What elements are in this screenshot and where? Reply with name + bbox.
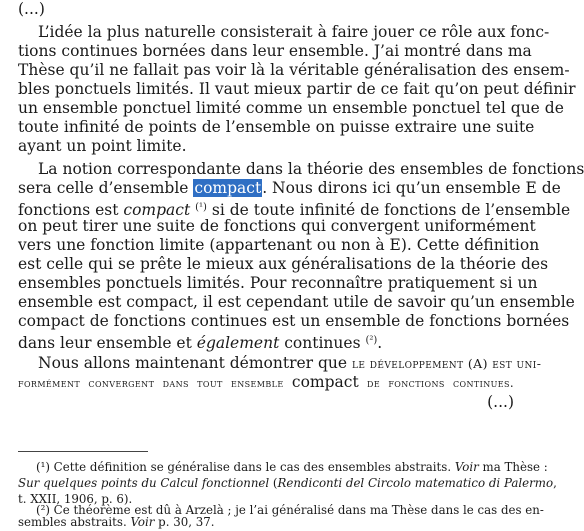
paragraph-2-line-8: ensemble est compact, il est cependant utile de savoir qu’un ensemble — [18, 293, 575, 311]
paragraph-2-line-10 — [18, 331, 514, 353]
text-segment: . — [377, 334, 383, 352]
italic-voir: Voir — [130, 515, 155, 529]
italic-voir: Voir — [454, 460, 479, 474]
text-segment: p. 30, 37. — [154, 515, 215, 529]
paragraph-1-line-4: bles ponctuels limités. Il vaut mieux partir de ce fait qu’on peut définir — [18, 80, 576, 98]
small-caps-segment: de fonctions continues. — [358, 376, 515, 390]
ellipsis-bottom: (...) — [487, 393, 514, 411]
paragraph-1-line-6: toute infinité de points de l’ensemble on puisse extraire une suite — [18, 118, 535, 136]
text-segment: dans leur ensemble et — [18, 334, 197, 352]
text-segment: . Nous dirons ici qu’un ensemble E de — [262, 179, 561, 197]
paragraph-3-line-1 — [18, 354, 542, 373]
text-segment: Nous allons maintenant démontrer que — [38, 354, 353, 372]
paragraph-2-line-7: ensembles ponctuels limités. Pour reconnaître pratiquement si un — [18, 274, 538, 292]
footnote-1-line-3: t. XXII, 1906, p. 6). — [18, 492, 133, 506]
text-segment: sembles abstraits. — [18, 515, 131, 529]
paragraph-2-line-9: compact de fonctions continues est un ensemble de fonctions bornées — [18, 312, 570, 330]
word-compact: compact — [291, 373, 359, 391]
italic-journal: Rendiconti del Circolo matematico di Palermo — [277, 476, 554, 490]
paragraph-1-line-5: un ensemble ponctuel limité comme un ensemble ponctuel tel que de — [18, 99, 564, 117]
footnote-ref-1: (¹) — [195, 202, 207, 213]
text-segment: sera celle d’ensemble — [18, 179, 194, 197]
text-segment: continues — [279, 334, 366, 352]
small-caps-segment: formément convergent dans tout ensemble — [18, 376, 292, 390]
footnote-1-line-2 — [18, 475, 557, 492]
paragraph-2-line-4: on peut tirer une suite de fonctions qui convergent uniformément — [18, 217, 536, 235]
paragraph-1-line-7: ayant un point limite. — [18, 137, 187, 155]
italic-egalement: également — [196, 334, 280, 352]
text-segment: fonctions est — [18, 201, 124, 219]
paragraph-2-line-2 — [18, 179, 561, 198]
footnote-separator — [18, 451, 148, 452]
text-segment: Cette définition se généralise dans le cas des ensembles abstraits. — [49, 460, 455, 474]
small-caps-segment: le développement (A) est uni- — [352, 356, 542, 371]
paragraph-3-line-2 — [18, 373, 514, 393]
footnote-2-line-2 — [18, 514, 514, 531]
italic-compact: compact — [123, 201, 191, 219]
footnote-1-marker: (¹) — [36, 460, 50, 474]
text-segment: , — [553, 476, 557, 490]
footnote-1-line-1 — [18, 459, 548, 476]
paragraph-1-line-2: tions continues bornées dans leur ensemble. J’ai montré dans ma — [18, 42, 532, 60]
text-segment: ( — [269, 476, 278, 490]
italic-title: Sur quelques points du Calcul fonctionnel — [18, 476, 270, 490]
paragraph-1-line-1: L’idée la plus naturelle consisterait à faire jouer ce rôle aux fonc- — [38, 23, 550, 41]
paragraph-2-line-1: La notion correspondante dans la théorie des ensembles de fonctions — [38, 160, 584, 178]
paragraph-2-line-6: est celle qui se prête le mieux aux généralisations de la théorie des — [18, 255, 549, 273]
highlighted-word-compact[interactable]: compact — [194, 179, 262, 197]
ellipsis-top: (...) — [18, 0, 45, 18]
footnote-ref-2: (²) — [365, 335, 378, 346]
text-segment: ma Thèse : — [478, 460, 548, 474]
paragraph-1-line-3: Thèse qu’il ne fallait pas voir là la véritable généralisation des ensem- — [18, 61, 570, 79]
paragraph-2-line-5: vers une fonction limite (appartenant ou non à E). Cette définition — [18, 236, 540, 254]
text-segment: si de toute infinité de fonctions de l’ensemble — [206, 201, 571, 219]
text-segment: Ce théorème est dû à Arzelà ; je l’ai généralisé dans ma Thèse dans le cas des en- — [49, 503, 544, 517]
footnote-2-marker: (²) — [36, 503, 50, 517]
